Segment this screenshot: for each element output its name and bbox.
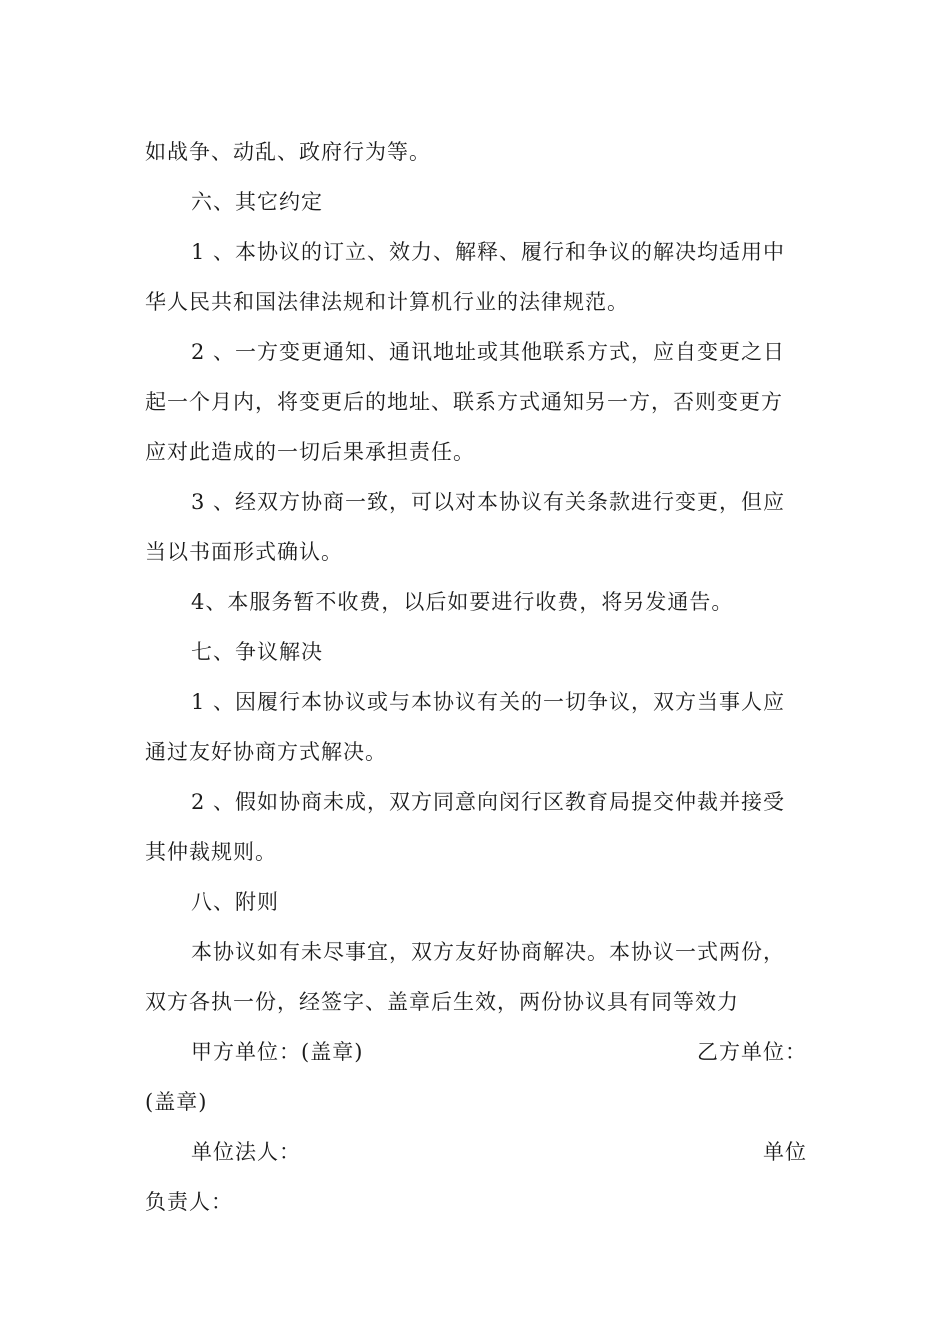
signature-row-representatives (145, 1127, 807, 1177)
paragraph-line: 起一个月内，将变更后的地址、联系方式通知另一方，否则变更方 (145, 390, 783, 414)
paragraph-line: 如战争、动乱、政府行为等。 (145, 140, 431, 164)
paragraph-line: 华人民共和国法律法规和计算机行业的法律规范。 (145, 290, 629, 314)
paragraph-line: 1 、本协议的订立、效力、解释、履行和争议的解决均适用中 (191, 240, 786, 264)
paragraph-line: 本协议如有未尽事宜，双方友好协商解决。本协议一式两份， (191, 940, 785, 964)
party-b-seal-label: (盖章) (145, 1090, 208, 1114)
responsible-label-end: 负责人： (145, 1190, 233, 1214)
party-a-label: 甲方单位：(盖章) (191, 1040, 364, 1064)
paragraph-line: 2 、假如协商未成，双方同意向闵行区教育局提交仲裁并接受 (191, 790, 786, 814)
paragraph-line: 应对此造成的一切后果承担责任。 (145, 440, 475, 464)
paragraph-line: 双方各执一份，经签字、盖章后生效，两份协议具有同等效力 (145, 990, 739, 1014)
paragraph-line: 通过友好协商方式解决。 (145, 740, 387, 764)
paragraph-line: 3 、经双方协商一致，可以对本协议有关条款进行变更，但应 (191, 490, 786, 514)
responsible-label-start: 单位 (763, 1140, 807, 1164)
section-heading: 八、附则 (191, 890, 279, 914)
paragraph-line: 当以书面形式确认。 (145, 540, 343, 564)
party-b-label: 乙方单位： (697, 1040, 807, 1064)
paragraph-line: 其仲裁规则。 (145, 840, 277, 864)
section-heading: 七、争议解决 (191, 640, 323, 664)
paragraph-line: 4、本服务暂不收费，以后如要进行收费，将另发通告。 (191, 590, 734, 614)
paragraph-line: 1 、因履行本协议或与本协议有关的一切争议，双方当事人应 (191, 690, 786, 714)
legal-rep-label: 单位法人： (191, 1140, 301, 1164)
signature-row-parties (145, 1027, 807, 1077)
document-page (145, 127, 807, 1227)
paragraph-line: 2 、一方变更通知、通讯地址或其他联系方式，应自变更之日 (191, 340, 786, 364)
section-heading: 六、其它约定 (191, 190, 323, 214)
